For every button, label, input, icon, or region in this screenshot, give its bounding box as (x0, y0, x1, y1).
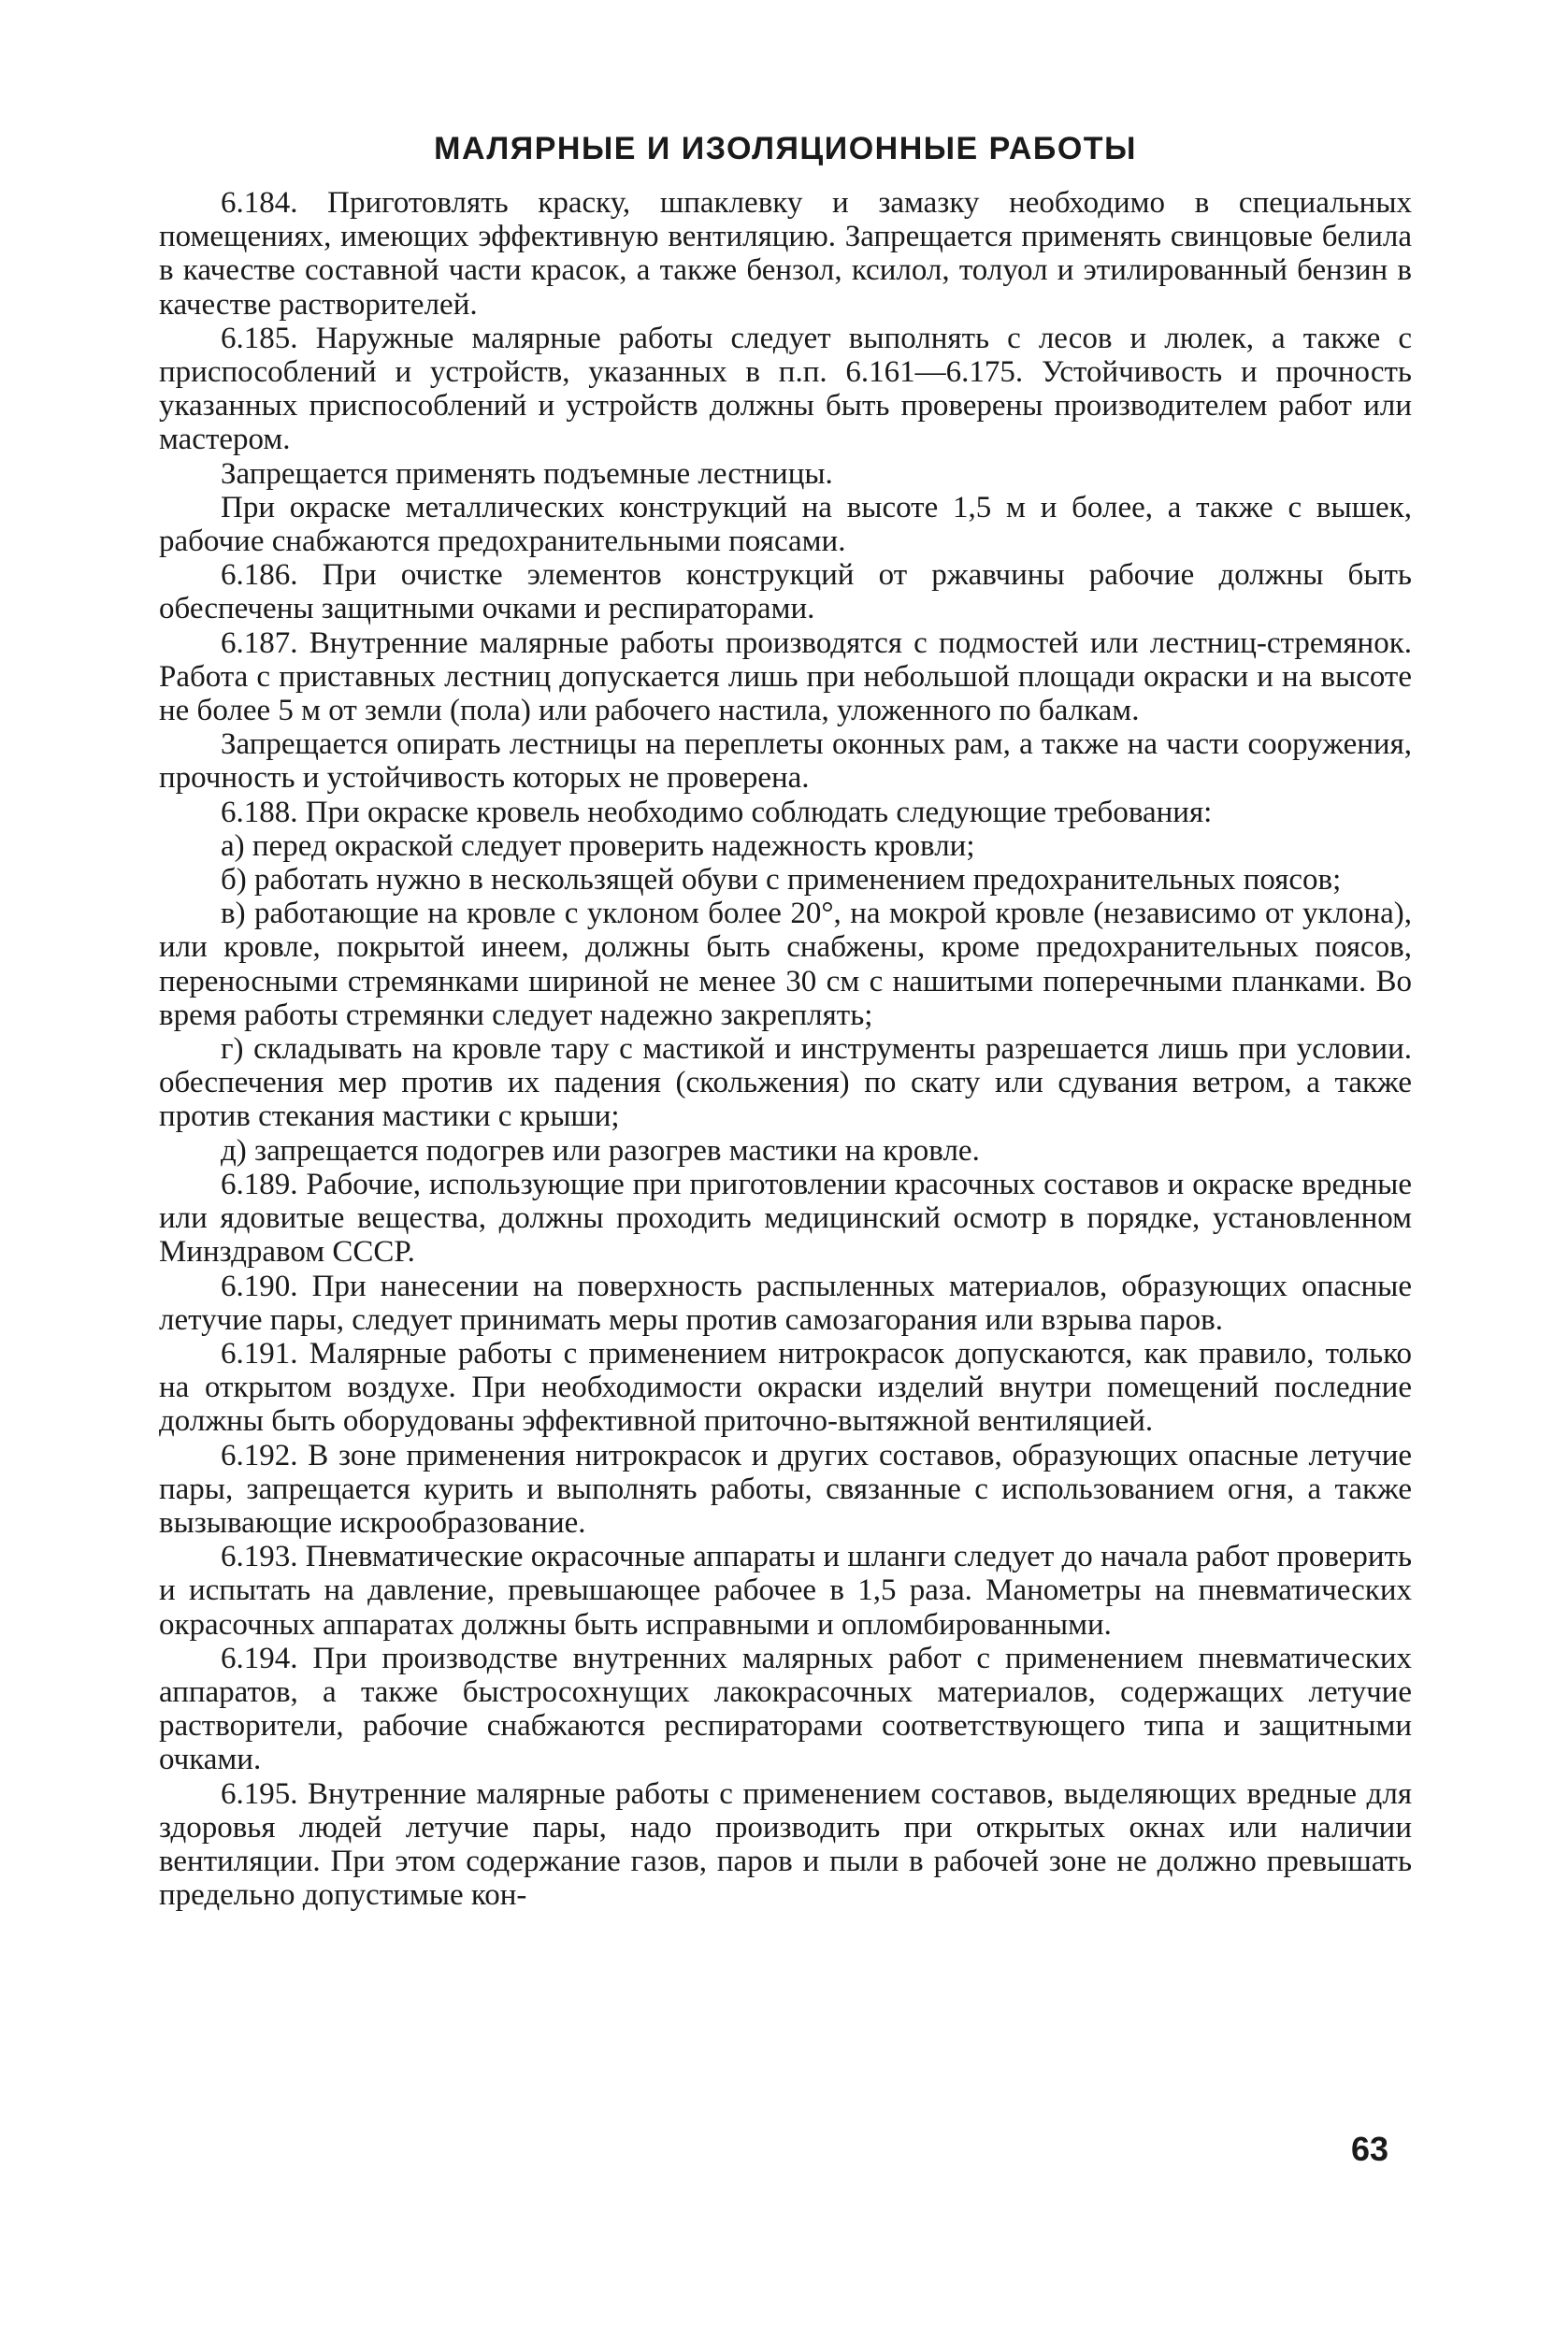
paragraph: Запрещается применять подъемные лестницы. (221, 456, 833, 491)
section-heading: МАЛЯРНЫЕ И ИЗОЛЯЦИОННЫЕ РАБОТЫ (434, 131, 1137, 166)
paragraph: Запрещается опирать лестницы на переплеты оконных рам, а также на части сооружения, прочность и устойчивость которых не проверена. (159, 727, 1412, 796)
paragraph: 6.193. Пневматические окрасочные аппараты и шланги следует до начала работ проверить и испытать на давление, превышающее рабочее в 1,5 раза. Манометры на пневматических окрасочных аппаратах должны быть исправными и опломбированными. (159, 1540, 1412, 1642)
list-item: д) запрещается подогрев или разогрев мастики на кровле. (221, 1133, 980, 1168)
paragraph: 6.188. При окраске кровель необходимо соблюдать следующие требования: (221, 795, 1213, 829)
paragraph: 6.186. При очистке элементов конструкций от ржавчины рабочие должны быть обеспечены защитными очками и респираторами. (159, 558, 1412, 626)
document-page (159, 131, 1412, 1912)
paragraph: 6.185. Наружные малярные работы следует выполнять с лесов и люлек, а также с приспособлений и устройств, указанных в п.п. 6.161—6.175. Устойчивость и прочность указанных приспособлений и устройств должны быть проверены производителем работ или мастером. (159, 321, 1412, 457)
paragraph: 6.195. Внутренние малярные работы с применением составов, выделяющих вредные для здоровья людей летучие пары, надо производить при открытых окнах или наличии вентиляции. При этом содержание газов, паров и пыли в рабочей зоне не должно превышать предельно допустимые кон- (159, 1776, 1412, 1913)
paragraph: 6.194. При производстве внутренних малярных работ с применением пневматических аппаратов, а также быстросохнущих лакокрасочных материалов, содержащих летучие растворители, рабочие снабжаются респираторами соответствующего типа и защитными очками. (159, 1641, 1412, 1777)
paragraph: 6.192. В зоне применения нитрокрасок и других составов, образующих опасные летучие пары, запрещается курить и выполнять работы, связанные с использованием огня, а также вызывающие искрообразование. (159, 1438, 1412, 1540)
paragraph: При окраске металлических конструкций на высоте 1,5 м и более, а также с вышек, рабочие снабжаются предохранительными поясами. (159, 490, 1412, 559)
page-number: 63 (1351, 2130, 1389, 2168)
paragraph: 6.190. При нанесении на поверхность распыленных материалов, образующих опасные летучие пары, следует принимать меры против самозагорания или взрыва паров. (159, 1269, 1412, 1337)
paragraph: 6.189. Рабочие, использующие при приготовлении красочных составов и окраске вредные или ядовитые вещества, должны проходить медицинский осмотр в порядке, установленном Минздравом СССР. (159, 1167, 1412, 1270)
list-item: г) складывать на кровле тару с мастикой и инструменты разрешается лишь при условии. обеспечения мер против их падения (скольжения) по скату или сдувания ветром, а также против стекания мастики с крыши; (159, 1032, 1412, 1134)
list-item: б) работать нужно в нескользящей обуви с применением предохранительных поясов; (221, 863, 1342, 898)
paragraph: 6.191. Малярные работы с применением нитрокрасок допускаются, как правило, только на открытом воздухе. При необходимости окраски изделий внутри помещений последние должны быть оборудованы эффективной приточно-вытяжной вентиляцией. (159, 1336, 1412, 1439)
list-item: а) перед окраской следует проверить надежность кровли; (221, 828, 975, 863)
paragraph: 6.187. Внутренние малярные работы производятся с подмостей или лестниц-стремянок. Работа с приставных лестниц допускается лишь при небольшой площади окраски и на высоте не более 5 м от земли (пола) или рабочего настила, уложенного по балкам. (159, 625, 1412, 728)
list-item: в) работающие на кровле с уклоном более 20°, на мокрой кровле (независимо от уклона), или кровле, покрытой инеем, должны быть снабжены, кроме предохранительных поясов, переносными стремянками шириной не менее 30 см с нашитыми поперечными планками. Во время работы стремянки следует надежно закреплять; (159, 897, 1412, 1032)
paragraph: 6.184. Приготовлять краску, шпаклевку и замазку необходимо в специальных помещениях, имеющих эффективную вентиляцию. Запрещается применять свинцовые белила в качестве составной части красок, а также бензол, ксилол, толуол и этилированный бензин в качестве растворителей. (159, 186, 1412, 322)
body-text (159, 186, 1412, 1912)
